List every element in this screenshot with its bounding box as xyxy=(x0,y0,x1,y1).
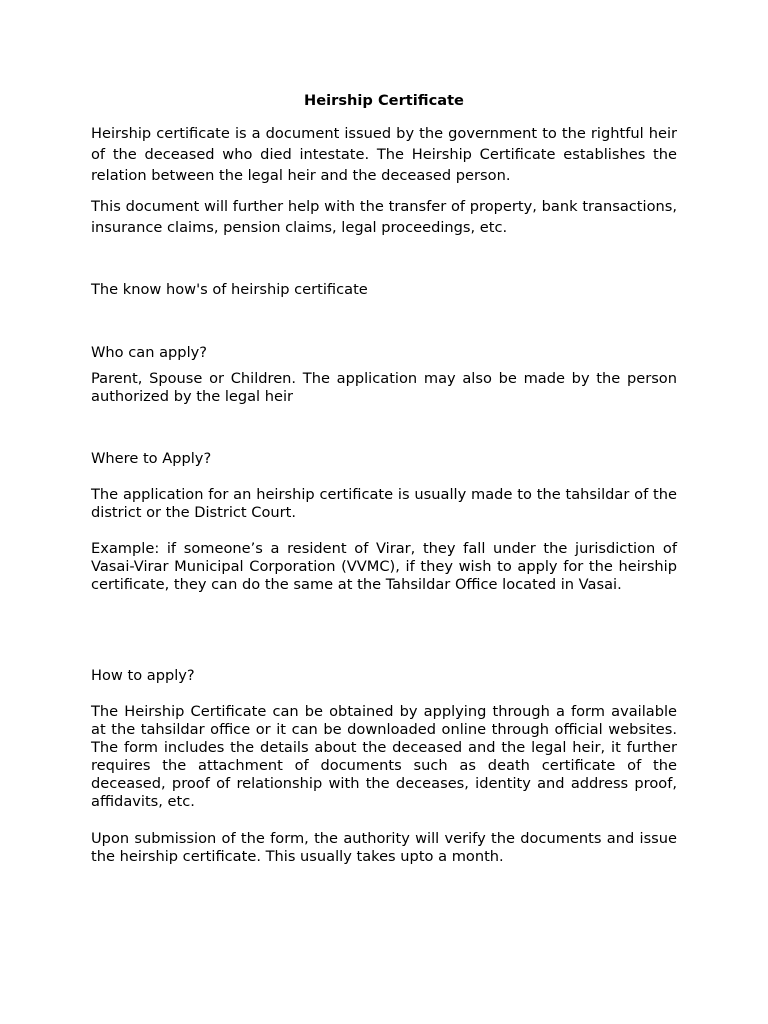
where-to-apply-heading: Where to Apply? xyxy=(91,450,212,467)
example-paragraph: Example: if someone’s a resident of Virar, they fall under the jurisdiction of Vasai-Virar Municipal Corporation (VVMC), if they wish to apply for the heirship certificate, they can do the same at the Tahsildar Office located in Vasai. xyxy=(91,540,677,593)
submission-paragraph: Upon submission of the form, the authority will verify the documents and issue the heirship certificate. This usually takes upto a month. xyxy=(91,830,677,865)
document-title: Heirship Certificate xyxy=(304,92,464,109)
intro-paragraph-2: This document will further help with the transfer of property, bank transactions, insurance claims, pension claims, legal proceedings, etc. xyxy=(91,198,677,236)
how-to-apply-text: The Heirship Certificate can be obtained by applying through a form available at the tahsildar office or it can be downloaded online through official websites. The form includes the details about the deceased and the legal heir, it further requires the attachment of documents such as death certificate of the deceased, proof of relationship with the deceases, identity and address proof, affidavits, etc. xyxy=(91,703,677,810)
who-can-apply-heading: Who can apply? xyxy=(91,344,208,361)
how-to-apply-heading: How to apply? xyxy=(91,667,195,684)
where-to-apply-text: The application for an heirship certificate is usually made to the tahsildar of the district or the District Court. xyxy=(91,486,677,521)
intro-paragraph-1: Heirship certificate is a document issued by the government to the rightful heir of the deceased who died intestate. The Heirship Certificate establishes the relation between the legal heir and the deceased person. xyxy=(91,125,677,184)
know-hows-heading: The know how's of heirship certificate xyxy=(91,281,368,298)
who-can-apply-text: Parent, Spouse or Children. The application may also be made by the person authorized by the legal heir xyxy=(91,370,677,405)
